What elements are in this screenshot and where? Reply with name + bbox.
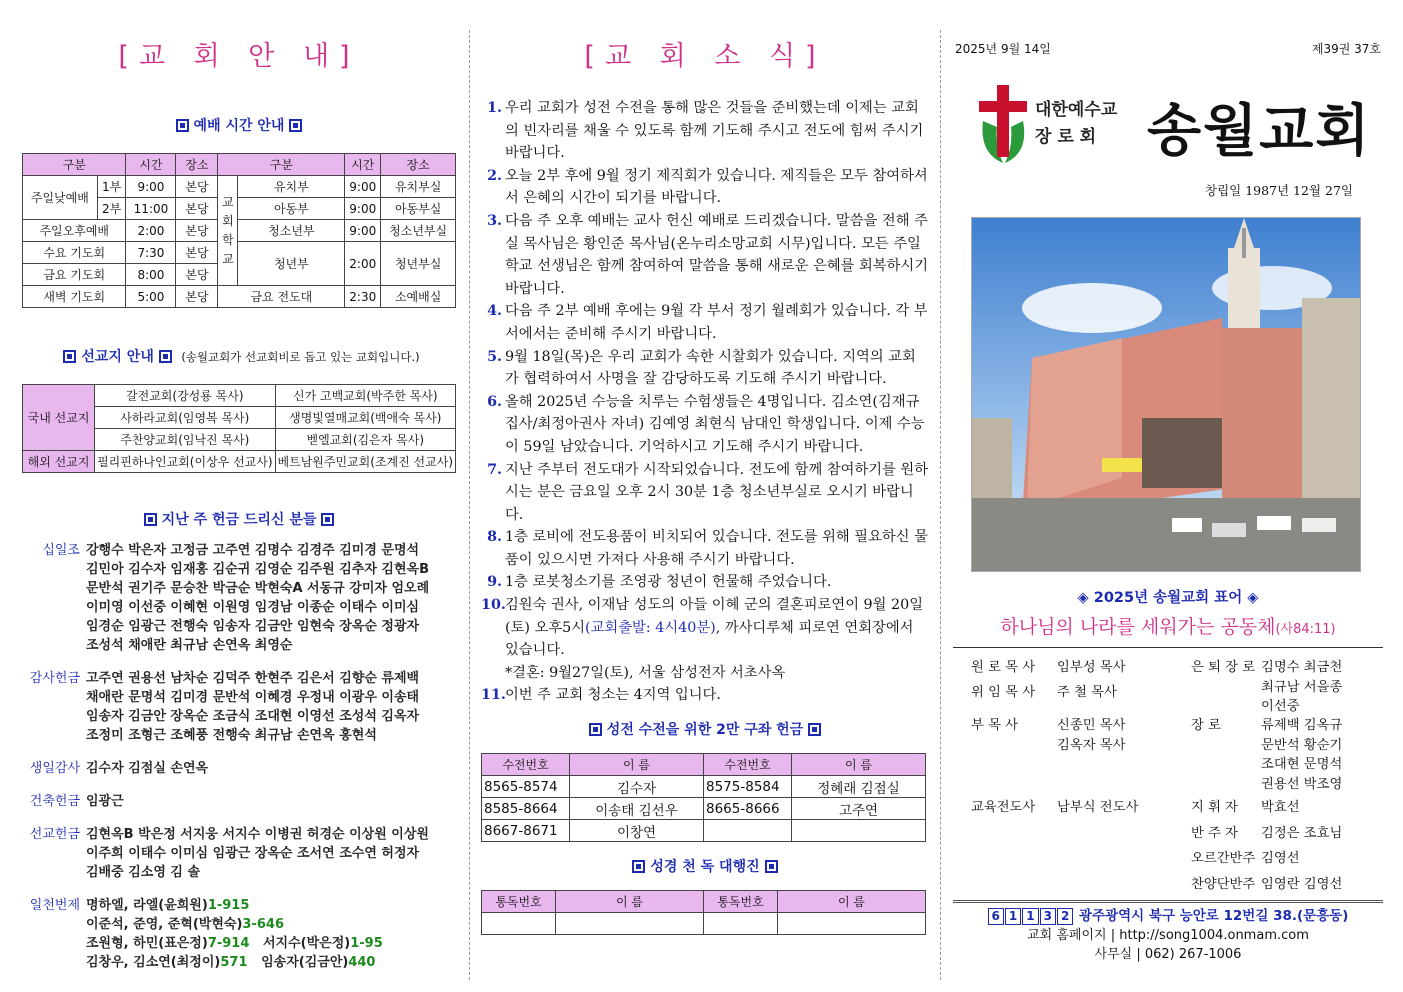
- church-contact: [953, 900, 1383, 964]
- donor-names: 김민아 김수자 임재홍 김순귀 김영순 김주원 김추자 김현옥B: [86, 562, 429, 577]
- donor-names: 이주희 이태수 이미심 임광근 장옥순 조서연 조수연 허정자: [86, 846, 420, 861]
- donor-names: 임광근: [86, 794, 124, 809]
- donor-names: 조성석 채애란 최규남 손연옥 최영순: [86, 638, 293, 653]
- donor-group-label: 감사헌금: [29, 671, 80, 686]
- column-divider: [940, 30, 941, 980]
- church-motto: 하나님의 나라를 세워가는 공동체(사84:11): [1000, 616, 1336, 638]
- homepage-link[interactable]: 교회 홈페이지 | http://song1004.onmam.com: [1027, 928, 1309, 943]
- news-item: 6. 올해 2025년 수능을 치루는 수험생들은 4명입니다. 김소연(김재규집사/최정아권사 자녀) 김예영 최현식 남대인 학생입니다. 이제 수능이 59일 남았습니다. 기억하시고 기도해 주시기 바랍니다.: [487, 393, 925, 455]
- donor-group-label: 선교헌금: [29, 827, 80, 842]
- donor-names: 이미영 이선중 이혜현 이원영 임경남 이종순 이태수 이미심: [86, 600, 420, 615]
- staff-row: 반 주 자 김정은 조효님: [1191, 825, 1343, 841]
- table-row: 사하라교회(임영복 목사) 생명빛열매교회(백애숙 목사): [23, 407, 456, 429]
- motto-title: ◈ 2025년 송월교회 표어 ◈: [1077, 590, 1259, 606]
- denomination: 대한예수교 장 로 회: [1035, 100, 1118, 147]
- donor-group-label: 일천번제: [29, 898, 80, 913]
- office-phone: 사무실 | 062) 267-1006: [1094, 947, 1242, 962]
- church-brand: [953, 75, 1383, 175]
- table-row: 주일오후예배 2:00 본당 청소년부 9:00 청소년부실: [23, 220, 456, 242]
- square-bullet-icon: [632, 860, 645, 873]
- church-name: 송월교회: [1147, 99, 1372, 164]
- news-item: 1. 우리 교회가 성전 수전을 통해 많은 것들을 준비했는데 이제는 교회의 빈자리를 채울 수 있도록 함께 기도해 주시고 전도에 힘써 주시기 바랍니다.: [487, 100, 924, 162]
- table-row: 8667-8671 이창연: [482, 820, 926, 842]
- staff-list: [953, 647, 1383, 894]
- staff-row: 찬양단반주 임영란 김영선: [1191, 876, 1343, 892]
- donor-names: 문반석 권기주 문승찬 박금순 박현숙A 서동규 강미자 엄오례: [86, 581, 430, 596]
- church-news-column: [481, 34, 929, 935]
- donor-group: [22, 792, 456, 811]
- table-row: 주일낮예배 1부 9:00 본당 교 회 학 교 유치부 9:00 유치부실: [23, 176, 456, 198]
- donor-names: 김현옥B 박은정 서지웅 서지수 이병권 허경순 이상원 이상원: [86, 827, 429, 842]
- news-item: 8. 1층 로비에 전도용품이 비치되어 있습니다. 전도를 위해 필요하신 물품이 있으시면 가져다 사용해 주시기 바랍니다.: [487, 529, 928, 568]
- staff-row: 위 임 목 사 주 철 목사: [971, 684, 1117, 700]
- donor-names: 임송자 김금안 장옥순 조금식 조대현 이영선 조성석 김옥자: [86, 709, 420, 724]
- news-item: 10. 김원숙 권사, 이재남 성도의 아들 이혜 군의 결혼피로연이 9월 20일(토) 오후5시(교회출발: 4시40분), 까사디루체 피로연 연회장에서 있습니다. *결혼: 9월27일(토), 서울 삼성전자 서초사옥: [481, 597, 924, 681]
- issue-number: 제39권 37호: [1311, 42, 1381, 56]
- donor-names: 김배중 김소영 김 솔: [86, 865, 201, 880]
- church-header-column: [953, 40, 1383, 964]
- donor-group: [22, 669, 456, 745]
- table-row: 8565-8574 김수자 8575-8584 정혜래 김점실: [482, 776, 926, 798]
- news-item: 3. 다음 주 오후 예배는 교사 헌신 예배로 드리겠습니다. 말씀을 전해 주실 목사님은 황인준 목사님(온누리소망교회 시무)입니다. 모든 주일학교 선생님은 함께 참여하여 말씀을 통해 새로운 은혜를 회복하시기 바랍니다.: [487, 212, 929, 297]
- donor-group: [22, 896, 456, 972]
- staff-row: 교육전도사 남부식 전도사 지 휘 자 박효선: [971, 800, 1300, 815]
- offering-section-title: 성전 수전을 위한 2만 구좌 헌금: [481, 719, 929, 739]
- church-school-label: 교 회 학 교: [218, 176, 238, 286]
- table-row: 금요 기도회 8:00 본당: [23, 264, 456, 286]
- donor-names: 김창우, 김소연(최정이)571 임송자(김금안)440: [86, 955, 376, 970]
- donor-group-label: 십일조: [42, 543, 80, 558]
- bible-reading-section-title: 성경 천 독 대행진: [481, 856, 929, 876]
- staff-row: 부 목 사 신종민 목사 김옥자 목사 장 로 류제백 김옥규 문반석 황순기 조대현 문명석 권용선 박조영: [971, 718, 1343, 792]
- church-news-title: [교 회 소 식]: [584, 41, 826, 72]
- square-bullet-icon: [176, 119, 189, 132]
- issue-date: 2025년 9월 14일: [955, 42, 1051, 56]
- worship-section-title: 예배 시간 안내: [22, 115, 456, 135]
- founded-date: 창립일 1987년 12월 27일: [1205, 183, 1353, 198]
- postal-code: 6 1 1 3 2: [988, 908, 1075, 924]
- staff-row: 원 로 목 사 임부성 목사 은 퇴 장 로 김명수 최금천 최규남 서을종 이선중: [971, 660, 1343, 714]
- donors-section-title: 지난 주 헌금 드리신 분들: [22, 509, 456, 529]
- staff-row: 오르간반주 김영선: [1191, 851, 1300, 866]
- table-header-row: 구분 시간 장소 구분 시간 장소: [23, 154, 456, 176]
- mission-section-title: 선교지 안내 (송월교회가 선교회비로 돕고 있는 교회입니다.): [22, 346, 456, 366]
- table-row: 국내 선교지 갈전교회(강성룡 목사) 신가 고백교회(박주한 목사): [23, 385, 456, 407]
- square-bullet-icon: [765, 860, 778, 873]
- table-header-row: 통독번호 이 름 통독번호 이 름: [482, 891, 926, 913]
- table-row: 해외 선교지 필리핀하나인교회(이상우 선교사) 베트남원주민교회(조계진 선교사): [23, 451, 456, 473]
- news-item: 7. 지난 주부터 전도대가 시작되었습니다. 전도에 함께 참여하기를 원하시는 분은 금요일 오후 2시 30분 1층 청소년부실로 오시기 바랍니다.: [487, 461, 929, 523]
- square-bullet-icon: [321, 513, 334, 526]
- table-row: [482, 913, 926, 935]
- square-bullet-icon: [63, 350, 76, 363]
- mission-table: [22, 384, 456, 473]
- church-info-title: [교 회 안 내]: [118, 41, 360, 72]
- table-row: 8585-8664 이송태 김선우 8665-8666 고주연: [482, 798, 926, 820]
- square-bullet-icon: [289, 119, 302, 132]
- donor-names: 강행수 박은자 고정금 고주연 김명수 김경주 김미경 문명석: [86, 543, 420, 558]
- square-bullet-icon: [159, 350, 172, 363]
- donor-names: 임경순 임광근 전행숙 임송자 김금안 임현숙 장옥순 정광자: [86, 619, 420, 634]
- donor-names: 김수자 김점실 손연옥: [86, 761, 209, 776]
- donor-group-label: 건축헌금: [29, 794, 80, 809]
- donor-names: 채애란 문명석 김미경 문반석 이혜경 우정내 이광우 이송태: [86, 690, 420, 705]
- donor-names: 조원형, 하민(표은정)7-914 서지수(박은정)1-95: [86, 936, 383, 951]
- table-header-row: 수전번호 이 름 수전번호 이 름: [482, 754, 926, 776]
- column-divider: [469, 30, 470, 980]
- square-bullet-icon: [589, 723, 602, 736]
- bible-reading-table: [481, 890, 926, 935]
- donors-list: [22, 541, 456, 972]
- donor-names: 조정미 조형근 조혜풍 전행숙 최규남 손연옥 홍현석: [86, 728, 377, 743]
- donor-group: [22, 825, 456, 882]
- table-row: 수요 기도회 7:30 본당 청년부 2:00 청년부실: [23, 242, 456, 264]
- donor-names: 이준석, 준영, 준혁(박현숙)3-646: [86, 917, 284, 932]
- donor-group-label: 생일감사: [29, 761, 80, 776]
- church-info-column: [22, 34, 456, 986]
- church-address: 6 1 1 3 2 광주광역시 북구 능안로 12번길 38.(문흥동): [953, 907, 1383, 926]
- news-item: 11. 이번 주 교회 청소는 4지역 입니다.: [481, 687, 721, 704]
- square-bullet-icon: [808, 723, 821, 736]
- donor-names: 명하엘, 라엘(윤희원)1-915: [86, 898, 250, 913]
- square-bullet-icon: [144, 513, 157, 526]
- news-item: 2. 오늘 2부 후에 9월 정기 제직회가 있습니다. 제직들은 모두 참여하셔서 은혜의 시간이 되기를 바랍니다.: [487, 167, 928, 207]
- mission-note: (송월교회가 선교회비로 돕고 있는 교회입니다.): [181, 350, 420, 364]
- news-list: [481, 97, 929, 707]
- table-row: 새벽 기도회 5:00 본당 금요 전도대 2:30 소예배실: [23, 286, 456, 308]
- offering-table: [481, 753, 926, 842]
- cross-logo-icon: [973, 83, 1033, 163]
- worship-schedule-table: [22, 153, 456, 308]
- donor-group: [22, 759, 456, 778]
- issue-info: [953, 40, 1383, 57]
- church-building-photo: [971, 217, 1361, 572]
- donor-names: 고주연 권용선 남차순 김덕주 한현주 김은서 김향순 류제백: [86, 671, 420, 686]
- news-item: 9. 1층 로봇청소기를 조영광 청년이 헌물해 주었습니다.: [487, 574, 832, 591]
- news-item: 5. 9월 18일(목)은 우리 교회가 속한 시찰회가 있습니다. 지역의 교회가 협력하여서 사명을 잘 감당하도록 기도해 주시기 바랍니다.: [487, 348, 916, 388]
- table-row: 2부 11:00 본당 아동부 9:00 아동부실: [23, 198, 456, 220]
- donor-group: [22, 541, 456, 655]
- table-row: 주찬양교회(임낙진 목사) 벧엘교회(김은자 목사): [23, 429, 456, 451]
- church-building-image: [972, 218, 1361, 572]
- news-item: 4. 다음 주 2부 예배 후에는 9월 각 부서 정기 월례회가 있습니다. 각 부서에서는 준비해 주시기 바랍니다.: [487, 303, 928, 342]
